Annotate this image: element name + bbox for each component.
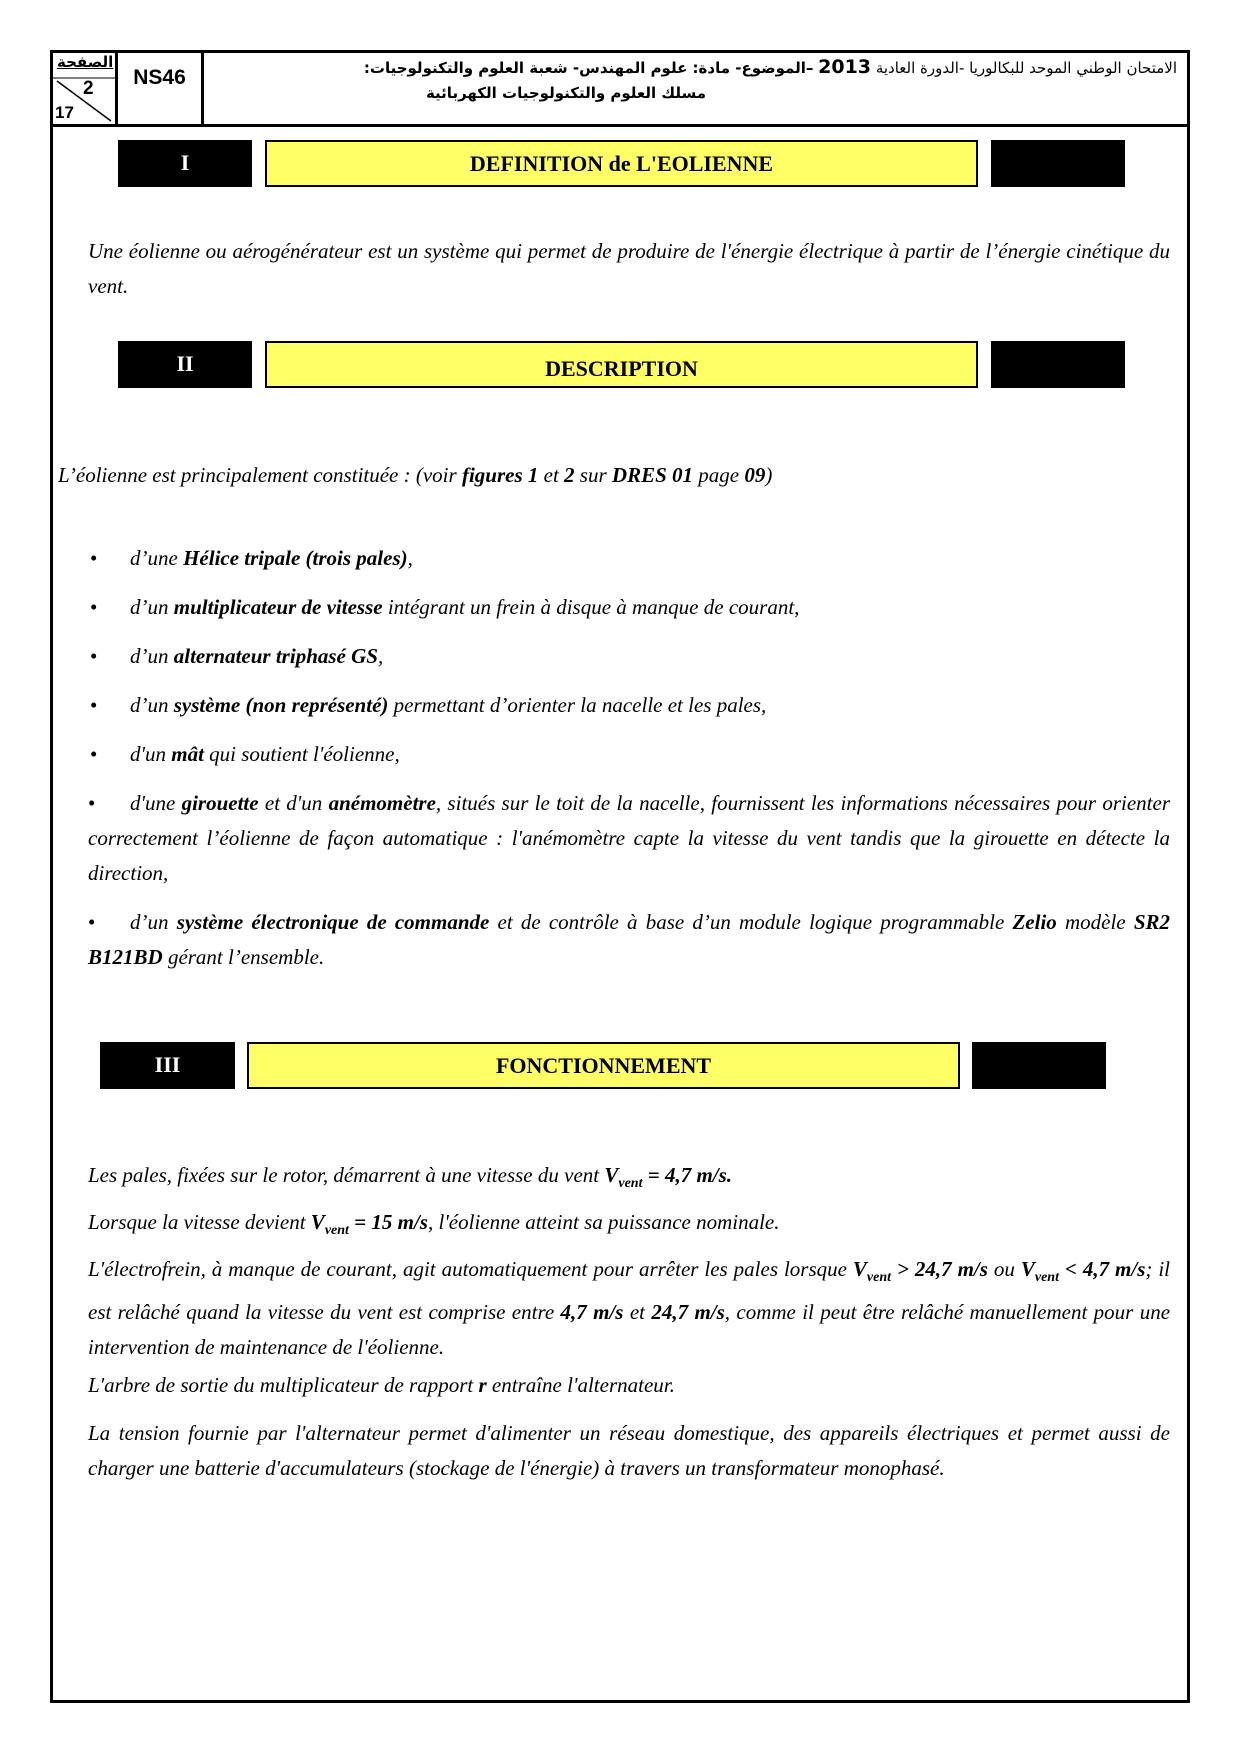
item-bold: multiplicateur de vitesse bbox=[173, 595, 383, 619]
bullet: • bbox=[90, 546, 98, 570]
para-value: < 4,7 m/s bbox=[1058, 1257, 1146, 1281]
intro-text: page bbox=[693, 463, 745, 487]
para-text: L'arbre de sortie du multiplicateur de rapport bbox=[88, 1373, 479, 1397]
item-text: d’un bbox=[130, 595, 174, 619]
section-number: II bbox=[118, 341, 252, 388]
bullet: • bbox=[88, 910, 96, 934]
fonct-para-4 bbox=[88, 1368, 1170, 1403]
page-header bbox=[53, 53, 1187, 127]
page-number-box bbox=[53, 53, 118, 124]
var-v: V bbox=[852, 1257, 867, 1281]
exam-title bbox=[215, 55, 1177, 106]
item-bold: anémomètre bbox=[328, 791, 436, 815]
bullet: • bbox=[88, 791, 96, 815]
item-text: d’une bbox=[130, 546, 184, 570]
exam-code: NS46 bbox=[118, 53, 204, 124]
para-value: > 24,7 m/s bbox=[891, 1257, 988, 1281]
section-definition-bar bbox=[0, 140, 1241, 187]
item-bold: girouette bbox=[181, 791, 259, 815]
page-number: 2 bbox=[83, 78, 94, 99]
page-total: 17 bbox=[55, 103, 74, 122]
intro-ref-page: 09 bbox=[744, 463, 766, 487]
item-text: d’un bbox=[130, 910, 177, 934]
bullet: • bbox=[90, 644, 98, 668]
para-text: Les pales, fixées sur le rotor, démarrent à une vitesse du vent bbox=[88, 1163, 605, 1187]
para-text: et bbox=[623, 1300, 652, 1325]
var-v: V bbox=[310, 1210, 325, 1234]
fonct-para-2 bbox=[88, 1205, 1170, 1248]
para-text: , l'éolienne atteint sa puissance nominale. bbox=[427, 1210, 780, 1234]
para-var-r: r bbox=[478, 1373, 487, 1397]
item-bold: système électronique de commande bbox=[176, 910, 490, 934]
intro-text: L’éolienne est principalement constituée : (voir bbox=[58, 463, 462, 487]
para-value: 24,7 m/s bbox=[651, 1300, 725, 1325]
list-item bbox=[90, 590, 1170, 625]
bullet: • bbox=[90, 693, 98, 717]
section-end-block bbox=[991, 140, 1125, 187]
title-line2: مسلك العلوم والتكنولوجيات الكهربائية bbox=[425, 84, 707, 102]
item-bold: Zelio bbox=[1012, 910, 1057, 934]
para-text: ou bbox=[987, 1257, 1021, 1281]
item-bold: alternateur triphasé GS bbox=[173, 644, 378, 668]
var-sub: vent bbox=[866, 1270, 892, 1286]
item-text: d'un bbox=[130, 742, 172, 766]
intro-text: sur bbox=[574, 463, 612, 487]
list-item bbox=[88, 786, 1170, 891]
item-bold: mât bbox=[171, 742, 204, 766]
list-item bbox=[88, 905, 1170, 975]
para-value: = 15 m/s bbox=[348, 1210, 428, 1234]
item-bold: système (non représenté) bbox=[173, 693, 389, 717]
var-sub: vent bbox=[618, 1176, 643, 1192]
item-text: , situés sur le toit de la nacelle, fournissent les informations nécessaires pour orienter correctement l’éolienne de façon automatique : l'anémomètre capte la vitesse du vent tandis que la girouette en détecte la direction, bbox=[88, 791, 1170, 885]
fonct-para-3 bbox=[88, 1252, 1170, 1365]
bullet: • bbox=[90, 595, 98, 619]
para-value: = 4,7 m/s. bbox=[642, 1163, 733, 1187]
page-label: الصفحة bbox=[57, 53, 114, 71]
section-title: FONCTIONNEMENT bbox=[247, 1042, 960, 1089]
definition-text: Une éolienne ou aérogénérateur est un système qui permet de produire de l'énergie électrique à partir de l’énergie cinétique du vent. bbox=[88, 239, 1170, 298]
var-sub: vent bbox=[1034, 1270, 1059, 1286]
section-description-bar bbox=[0, 341, 1241, 388]
var-v: V bbox=[1020, 1257, 1035, 1281]
item-bold: Hélice tripale (trois pales) bbox=[183, 546, 408, 570]
var-sub: vent bbox=[324, 1223, 349, 1239]
section-number: III bbox=[100, 1042, 235, 1089]
list-item bbox=[90, 639, 1170, 674]
item-text: gérant l’ensemble. bbox=[162, 945, 325, 969]
section-title: DEFINITION de L'EOLIENNE bbox=[265, 140, 978, 187]
para-text: L'électrofrein, à manque de courant, agit automatiquement pour arrêter les pales lorsque bbox=[88, 1257, 853, 1281]
intro-ref-dres: DRES 01 bbox=[611, 463, 694, 487]
item-text: d'une bbox=[130, 791, 182, 815]
para-text: ; il est relâché quand la vitesse du vent est comprise entre bbox=[88, 1257, 1170, 1325]
description-intro bbox=[58, 458, 1170, 493]
para-text: , comme il peut être relâché manuellement pour une intervention de maintenance de l'éolienne. bbox=[88, 1300, 1171, 1360]
item-text: , bbox=[407, 546, 413, 570]
section-end-block bbox=[991, 341, 1125, 388]
item-text: d’un bbox=[130, 644, 174, 668]
section-fonctionnement-bar bbox=[0, 1042, 1241, 1089]
item-text: qui soutient l'éolienne, bbox=[203, 742, 400, 766]
var-v: V bbox=[604, 1163, 619, 1187]
section-number: I bbox=[118, 140, 252, 187]
section-end-block bbox=[972, 1042, 1106, 1089]
item-bold: SR2 B121BD bbox=[88, 910, 1170, 969]
item-text: intégrant un frein à disque à manque de courant, bbox=[382, 595, 800, 619]
item-text: modèle bbox=[1056, 910, 1134, 934]
intro-ref-fig1: figures 1 bbox=[461, 463, 539, 487]
section-title: DESCRIPTION bbox=[265, 341, 978, 388]
item-text: et de contrôle à base d’un module logique programmable bbox=[489, 910, 1013, 934]
intro-ref-fig2: 2 bbox=[564, 463, 575, 487]
list-item bbox=[90, 541, 1170, 576]
bullet: • bbox=[90, 742, 98, 766]
title-part2: –الموضوع- مادة: علوم المهندس- شعبة العلوم والتكنولوجيات: bbox=[363, 59, 814, 77]
item-text: d’un bbox=[130, 693, 174, 717]
title-part1: الامتحان الوطني الموحد للبكالوريا -الدورة العادية bbox=[875, 59, 1177, 77]
item-text: et d'un bbox=[258, 791, 329, 815]
fonct-para-1 bbox=[88, 1158, 1170, 1201]
title-year: 2013 bbox=[818, 56, 872, 78]
intro-text: ) bbox=[765, 463, 773, 487]
list-item bbox=[90, 737, 1170, 772]
fonct-para-5: La tension fournie par l'alternateur permet d'alimenter un réseau domestique, des appareils électriques et permet aussi de charger une batterie d'accumulateurs (stockage de l'énergie) à travers un transformateur monophasé. bbox=[88, 1421, 1170, 1480]
item-text: permettant d’orienter la nacelle et les pales, bbox=[388, 693, 767, 717]
intro-text: et bbox=[538, 463, 565, 487]
item-text: , bbox=[377, 644, 384, 668]
para-value: 4,7 m/s bbox=[560, 1300, 624, 1325]
para-text: Lorsque la vitesse devient bbox=[88, 1210, 311, 1234]
para-text: entraîne l'alternateur. bbox=[486, 1373, 675, 1397]
list-item bbox=[90, 688, 1170, 723]
